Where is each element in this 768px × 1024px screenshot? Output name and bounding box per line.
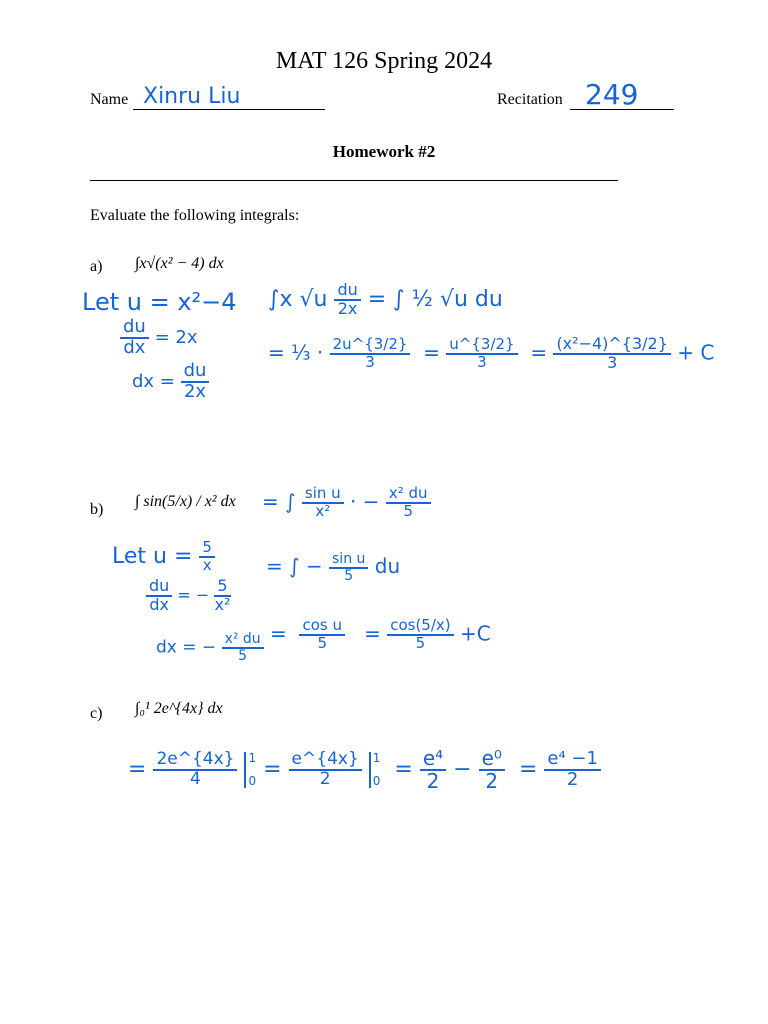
sol-a-du: du: [120, 318, 149, 339]
sol-b-dueq: = −: [177, 585, 210, 605]
problem-a-label: a): [90, 258, 103, 275]
sol-b-l1a: = ∫: [262, 489, 296, 514]
sol-c-low1: 0: [248, 774, 257, 788]
sol-b-let-text: Let u =: [112, 543, 193, 569]
sol-b-l3den: 5: [317, 633, 328, 652]
sol-b-line2: [266, 552, 400, 583]
sol-b-durden: x²: [214, 594, 231, 614]
sol-b-l1mid: · −: [350, 489, 380, 514]
sol-b-l3eq: =: [364, 621, 381, 646]
sol-b-dx: dx: [149, 594, 169, 614]
sol-a-l2b: 2u^{3/2}: [330, 337, 411, 355]
problem-c-label: c): [90, 705, 103, 722]
sol-a-l2g: =: [530, 340, 548, 365]
sol-a-dxeq: dx =: [132, 370, 175, 392]
sol-c-num3: e⁴: [420, 748, 446, 771]
recitation-value: 249: [585, 78, 639, 111]
sol-c-eq4: =: [518, 757, 538, 782]
sol-b-dxnum: x² du: [222, 632, 264, 649]
sol-b-l3: =: [270, 621, 287, 646]
sol-a-let: Let u = x²−4: [82, 288, 237, 316]
sol-c-den5: 2: [566, 769, 579, 790]
sol-b-let: [112, 540, 215, 574]
sol-c-eq2: =: [263, 757, 282, 782]
sol-b-dudx: [146, 578, 231, 614]
sol-b-l1num: sin u: [302, 486, 344, 504]
sol-c-lim2: 1: [372, 751, 381, 766]
sol-a-l2c: 3: [365, 352, 375, 371]
sol-c-eq1: =: [128, 757, 147, 782]
sol-c-eq3: =: [394, 757, 413, 782]
sol-c-low2: 0: [372, 774, 381, 788]
instructions: Evaluate the following integrals:: [90, 207, 300, 224]
sol-b-l1den2: 5: [403, 501, 413, 520]
sol-c-minus: −: [453, 757, 472, 782]
sol-a-2x: 2x: [183, 380, 207, 402]
problem-b-integral: ∫ sin(5/x) / x² dx: [135, 493, 236, 510]
page-title: MAT 126 Spring 2024: [275, 48, 493, 74]
recitation-label: Recitation: [497, 91, 563, 108]
sol-a-dx: dx: [123, 336, 146, 358]
name-label: Name: [90, 91, 129, 108]
sol-b-line1: [262, 486, 431, 520]
sol-b-dx-line: [156, 632, 264, 663]
problem-b-label: b): [90, 501, 104, 518]
sol-a-l2j: + C: [677, 340, 715, 365]
sol-a-l2a: = ⅓ ·: [268, 340, 330, 365]
title-divider: [90, 180, 618, 181]
sol-a-line1-2x: 2x: [337, 298, 358, 318]
sol-c-num2: e^{4x}: [289, 751, 362, 771]
sol-b-dxden: 5: [238, 647, 248, 664]
sol-a-dudx: [120, 318, 198, 358]
sol-b-l2den: 5: [344, 567, 354, 584]
sol-c-den1: 4: [190, 769, 201, 789]
sol-a-line1-eq: = ∫ ½ √u du: [367, 286, 503, 312]
sol-c-den4: 2: [485, 769, 499, 793]
sol-b-l3end: +C: [459, 621, 491, 646]
sol-c-num4: e⁰: [479, 748, 505, 771]
sol-b-unum: 5: [199, 540, 215, 558]
sol-b-l3den2: 5: [415, 633, 426, 652]
sol-a-line2: [268, 336, 714, 372]
sol-a-line1: [268, 282, 503, 318]
sol-b-l3num: cos u: [299, 618, 345, 636]
sol-c-den2: 2: [319, 769, 331, 789]
sol-b-l2num: sin u: [329, 552, 368, 569]
problem-a-integral: ∫x√(x² − 4) dx: [135, 255, 224, 272]
sol-a-du2: du: [181, 362, 210, 383]
sol-a-l2d: =: [423, 340, 440, 365]
sol-b-l1num2: x² du: [386, 486, 431, 504]
sol-b-line3: [270, 618, 491, 652]
problem-c-integral: ∫₀¹ 2e^{4x} dx: [135, 700, 223, 717]
homework-title: Homework #2: [332, 142, 436, 161]
sol-c-line: [128, 748, 601, 792]
sol-b-l2end: du: [374, 554, 401, 579]
sol-b-l1den: x²: [315, 501, 331, 520]
sol-b-l2: = ∫ −: [266, 554, 323, 579]
sol-b-du: du: [146, 578, 172, 597]
sol-a-l2h: (x²−4)^{3/2}: [553, 336, 670, 355]
sol-a-l2e: u^{3/2}: [446, 337, 517, 355]
sol-b-uden: x: [202, 555, 212, 574]
sol-c-lim1: 1: [248, 751, 257, 766]
sol-a-l2f: 3: [477, 352, 487, 371]
sol-a-line1-int: ∫x √u: [268, 286, 328, 312]
sol-a-eq2x: = 2x: [154, 326, 198, 348]
sol-c-den3: 2: [426, 769, 440, 793]
sol-a-line1-du: du: [334, 282, 360, 301]
sol-b-l3num2: cos(5/x): [387, 618, 453, 636]
sol-c-num1: 2e^{4x}: [153, 751, 237, 771]
sol-c-num5: e⁴ −1: [544, 750, 601, 771]
sol-a-l2i: 3: [607, 352, 618, 372]
sol-b-dxeq: dx = −: [156, 637, 217, 658]
name-value: Xinru Liu: [143, 84, 241, 109]
sol-b-durnum: 5: [214, 578, 230, 597]
sol-a-dx-line: [132, 362, 209, 402]
